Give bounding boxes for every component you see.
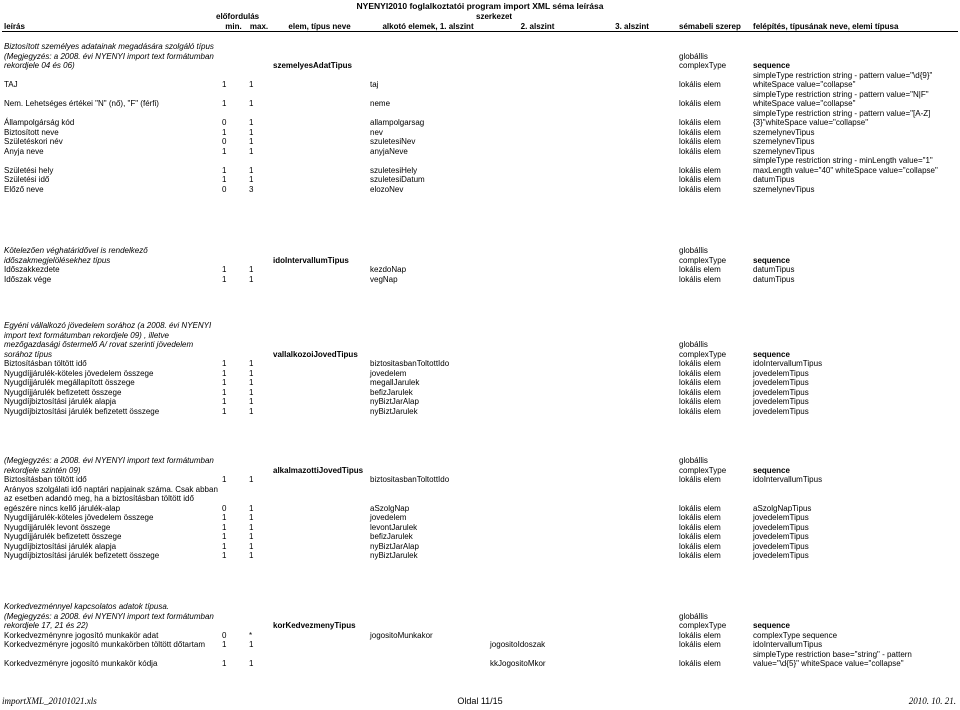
row-structure: szemelynevTipus	[753, 127, 815, 137]
row-element-level2	[488, 551, 587, 561]
row-min: 1	[222, 551, 227, 560]
row-description: Születéskori név	[4, 137, 63, 146]
table-row	[2, 388, 958, 398]
row-structure: datumTipus	[753, 274, 795, 284]
row-element-level1: befizJarulek	[370, 387, 413, 397]
table-row	[2, 128, 958, 138]
row-element-level2	[488, 397, 587, 407]
row-min: 1	[222, 640, 227, 649]
table-row	[2, 71, 958, 90]
type-description: (Megjegyzés: a 2008. évi NYENYI import text formátumban rekordjele szintén 09)	[4, 456, 214, 475]
type-role: globállis complexType	[679, 51, 727, 70]
header-structure: szerkezet	[476, 12, 513, 21]
type-description: Korkedvezménnyel kapcsolatos adatok típusa. (Megjegyzés: a 2008. évi NYENYI import text formátumban rekordjele 17, 21 és 22)	[4, 602, 214, 630]
row-description: Nyugdíjjárulék-köteles jövedelem összege	[4, 513, 154, 522]
row-description: Időszak vége	[4, 274, 52, 284]
row-element-level2	[488, 485, 587, 514]
row-max: 1	[249, 513, 254, 522]
row-description: Nyugdíjbiztosítási járulék befizetett összege	[4, 551, 160, 560]
row-description: Korkedvezményre jogosító munkakör kódja	[4, 659, 158, 668]
row-element-level2	[488, 128, 587, 138]
row-description: Születési idő	[4, 175, 50, 184]
row-element-level2	[488, 523, 587, 533]
row-description: Nyugdíjbiztosítási járulék befizetett összege	[4, 406, 160, 416]
type-name: vallalkozoiJovedTipus	[273, 349, 358, 359]
header-cell: elem, típus neve	[271, 22, 368, 32]
row-role: lokális elem	[679, 127, 721, 137]
row-min: 1	[222, 265, 227, 274]
row-min: 1	[222, 368, 227, 378]
row-role: lokális elem	[679, 659, 721, 668]
type-structure: sequence	[753, 621, 790, 630]
row-role: lokális elem	[679, 175, 721, 184]
row-element-level2	[488, 532, 587, 542]
row-description: Időszakkezdete	[4, 265, 60, 274]
row-description: Korkedvezményre jogosító munkakörben töltött dőtartam	[4, 640, 205, 649]
table-row	[2, 532, 958, 542]
row-element-level1: biztositasbanToltottIdo	[370, 475, 450, 484]
row-max: 1	[249, 274, 254, 284]
row-description: Nyugdíjjárulék befizetett összege	[4, 532, 122, 541]
row-min: 1	[222, 406, 227, 416]
row-element-level2	[488, 137, 587, 147]
row-element-level1: neme	[370, 99, 391, 108]
row-role: lokális elem	[679, 513, 721, 522]
row-min: 1	[222, 541, 227, 551]
type-block	[2, 246, 958, 284]
row-role: lokális elem	[679, 99, 721, 108]
table-row	[2, 109, 958, 128]
table-row	[2, 369, 958, 379]
table-row	[2, 397, 958, 407]
row-min: 1	[222, 397, 227, 406]
row-max: 1	[249, 522, 254, 532]
table-row	[2, 551, 958, 561]
row-structure: szemelynevTipus	[753, 146, 815, 156]
table-row	[2, 90, 958, 109]
table-row	[2, 185, 958, 195]
row-element-level1	[368, 650, 488, 669]
row-description: Nyugdíjjárulék befizetett összege	[4, 387, 122, 397]
row-max: 1	[249, 359, 254, 368]
row-role: lokális elem	[679, 165, 721, 175]
row-min: 0	[222, 137, 227, 146]
table-row	[2, 650, 958, 669]
header-cell: 3. alszint	[587, 22, 677, 32]
row-role: lokális elem	[679, 387, 721, 397]
type-block	[2, 321, 958, 416]
row-structure: jovedelemTipus	[753, 406, 809, 416]
row-element-level2	[488, 156, 587, 175]
row-element-level2	[488, 378, 587, 388]
row-role: lokális elem	[679, 541, 721, 551]
type-structure: sequence	[753, 349, 790, 359]
row-structure: jovedelemTipus	[753, 522, 809, 532]
row-role: lokális elem	[679, 551, 721, 560]
row-structure: complexType sequence	[753, 630, 838, 640]
row-structure: jovedelemTipus	[753, 378, 809, 387]
row-structure: jovedelemTipus	[753, 551, 809, 560]
row-role: lokális elem	[679, 359, 721, 368]
table-row	[2, 485, 958, 514]
row-description: Előző neve	[4, 184, 44, 194]
table-row	[2, 147, 958, 157]
table-row	[2, 631, 958, 641]
footer-date: 2010. 10. 21.	[908, 696, 956, 706]
type-structure: sequence	[753, 61, 790, 70]
row-min: 0	[222, 630, 227, 640]
type-block	[2, 42, 958, 194]
row-element-level1: nyBiztJarulek	[370, 406, 418, 416]
row-description: Nyugdíjjárulék levont összege	[4, 522, 111, 532]
row-description: Arányos szolgálati idő naptári napjainak száma. Csak abban az esetben adandó meg, ha a biztosításban töltött idő egészére nincs kellő járulék-alap	[4, 484, 218, 513]
row-structure: simpleType restriction base="string" - pattern value="\d{5}" whiteSpace value="collapse"	[753, 649, 912, 668]
row-element-level1: nev	[370, 127, 383, 137]
row-min: 1	[222, 175, 227, 184]
row-structure: idoIntervallumTipus	[753, 475, 823, 484]
row-role: lokális elem	[679, 397, 721, 406]
type-structure: sequence	[753, 465, 790, 475]
row-max: 1	[249, 378, 254, 387]
row-min: 1	[222, 165, 227, 175]
row-element-level2	[488, 388, 587, 398]
table-row	[2, 137, 958, 147]
table-row	[2, 359, 958, 369]
row-element-level1: vegNap	[370, 274, 398, 284]
row-min: 1	[222, 99, 227, 108]
row-element-level2	[488, 359, 587, 369]
type-header-row	[2, 456, 958, 475]
row-max: 1	[249, 99, 254, 108]
row-element-level1	[368, 640, 488, 650]
row-element-level1: szuletesiDatum	[370, 175, 425, 184]
row-structure: szemelynevTipus	[753, 137, 815, 146]
row-description: Nyugdíjjárulék megállapított összege	[4, 378, 135, 387]
row-structure: idoIntervallumTipus	[753, 359, 823, 368]
row-structure: aSzolgNapTipus	[753, 503, 812, 513]
type-structure: sequence	[753, 255, 790, 265]
row-element-level2	[488, 631, 587, 641]
row-min: 1	[222, 513, 227, 522]
row-role: lokális elem	[679, 265, 721, 274]
row-element-level2	[488, 513, 587, 523]
header-cell: max.	[247, 22, 271, 32]
type-role: globállis complexType	[679, 246, 727, 265]
type-header-row	[2, 246, 958, 265]
header-cell: felépítés, típusának neve, elemi típusa	[751, 22, 958, 32]
type-description: Egyéni vállalkozó jövedelem sorához (a 2008. évi NYENYI import text formátumban rekordjele 09) , illetve mezőgazdasági őstermelő A/ rovat szerinti jövedelem sorához típus	[4, 321, 212, 359]
row-role: lokális elem	[679, 532, 721, 541]
row-min: 1	[222, 532, 227, 541]
row-element-level2	[488, 275, 587, 285]
table-row	[2, 275, 958, 285]
row-element-level1: nyBiztJarAlap	[370, 541, 419, 551]
row-max: 1	[249, 541, 254, 551]
row-description: Biztosításban töltött idő	[4, 359, 87, 368]
row-element-level1: elozoNev	[370, 184, 404, 194]
table-row	[2, 378, 958, 388]
row-element-level1: levontJarulek	[370, 522, 418, 532]
row-max: 1	[249, 503, 254, 513]
row-max: 1	[249, 265, 254, 274]
type-role: globállis complexType	[679, 456, 727, 475]
row-element-level1: nyBiztJarulek	[370, 551, 418, 560]
row-structure: simpleType restriction string - pattern value="[A-Z]{3}"whiteSpace value="collapse"	[753, 108, 931, 127]
row-max: 1	[249, 551, 254, 560]
row-description: Biztosított neve	[4, 127, 59, 137]
row-max: 1	[249, 406, 254, 416]
row-element-level1: nyBiztJarAlap	[370, 397, 419, 406]
row-structure: szemelynevTipus	[753, 184, 815, 194]
row-role: lokális elem	[679, 640, 721, 649]
type-header-row	[2, 321, 958, 359]
row-max: 1	[249, 165, 254, 175]
header-cell: min.	[220, 22, 247, 32]
row-role: lokális elem	[679, 80, 721, 89]
row-element-level2	[488, 147, 587, 157]
row-min: 1	[222, 475, 227, 484]
header-cell: 2. alszint	[488, 22, 587, 32]
row-structure: jovedelemTipus	[753, 541, 809, 551]
row-role: lokális elem	[679, 630, 721, 640]
row-element-level2	[488, 265, 587, 275]
table-row	[2, 542, 958, 552]
table-row	[2, 175, 958, 185]
row-min: 1	[222, 522, 227, 532]
row-max: 1	[249, 475, 254, 484]
row-description: Anyja neve	[4, 146, 44, 156]
row-element-level1: jovedelem	[370, 368, 407, 378]
row-structure: jovedelemTipus	[753, 368, 809, 378]
row-max: 1	[249, 368, 254, 378]
type-role: globállis complexType	[679, 611, 727, 630]
type-name: alkalmazottiJovedTipus	[273, 465, 364, 475]
row-role: lokális elem	[679, 475, 721, 484]
row-description: Nyugdíjjárulék-köteles jövedelem összege	[4, 368, 154, 378]
row-element-level2	[488, 542, 587, 552]
header-cell: leírás	[2, 22, 220, 32]
type-role: globállis complexType	[679, 340, 727, 359]
row-description: Nyugdíjbiztosítási járulék alapja	[4, 397, 117, 406]
row-role: lokális elem	[679, 118, 721, 127]
row-structure: simpleType restriction string - pattern value="N|F" whiteSpace value="collapse"	[753, 89, 929, 108]
row-min: 1	[222, 378, 227, 387]
row-role: lokális elem	[679, 522, 721, 532]
row-description: Biztosításban töltött idő	[4, 475, 87, 484]
table-row	[2, 407, 958, 417]
row-max: 1	[249, 146, 254, 156]
row-description: TAJ	[4, 80, 18, 89]
row-min: 0	[222, 118, 227, 127]
row-structure: datumTipus	[753, 265, 795, 274]
header-occurrence: előfordulás	[216, 12, 260, 21]
row-max: 1	[249, 387, 254, 397]
type-name: szemelyesAdatTipus	[273, 61, 352, 70]
row-element-level2: kkJogositoMkor	[490, 659, 546, 668]
row-element-level1: taj	[370, 80, 379, 89]
type-name: korKedvezmenyTipus	[273, 621, 356, 630]
row-element-level1: jogositoMunkakor	[370, 630, 433, 640]
row-element-level1: anyjaNeve	[370, 146, 408, 156]
row-min: 1	[222, 359, 227, 368]
row-description: Nem. Lehetséges értékei "N" (nő), "F" (férfi)	[4, 99, 159, 108]
row-max: 1	[249, 175, 254, 184]
row-structure: idoIntervallumTipus	[753, 640, 823, 649]
row-max: 1	[249, 137, 254, 146]
row-max: 1	[249, 118, 254, 127]
row-structure: datumTipus	[753, 175, 795, 184]
row-structure: simpleType restriction string - pattern value="\d{9}" whiteSpace value="collapse"	[753, 70, 933, 89]
row-description: Nyugdíjbiztosítási járulék alapja	[4, 541, 117, 551]
header-cell: alkotó elemek, 1. alszint	[368, 22, 488, 32]
row-description: Állampolgárság kód	[4, 118, 75, 127]
row-element-level1: allampolgarsag	[370, 118, 425, 127]
row-role: lokális elem	[679, 503, 721, 513]
type-description: Kötelezően véghatáridővel is rendelkező időszakmegjelölésekhez típus	[4, 246, 148, 265]
row-element-level2	[488, 369, 587, 379]
row-min: 1	[222, 80, 227, 89]
row-max: 3	[249, 184, 254, 194]
row-max: 1	[249, 640, 254, 649]
table-row	[2, 156, 958, 175]
row-element-level2	[488, 90, 587, 109]
row-element-level1: befizJarulek	[370, 532, 413, 541]
row-element-level1: jovedelem	[370, 513, 407, 522]
row-structure: jovedelemTipus	[753, 513, 809, 522]
type-name: idoIntervallumTipus	[273, 255, 349, 265]
footer-page-number: Oldal 11/15	[457, 696, 503, 706]
table-row	[2, 265, 958, 275]
row-element-level1: szuletesiHely	[370, 165, 418, 175]
row-min: 1	[222, 146, 227, 156]
row-role: lokális elem	[679, 146, 721, 156]
row-min: 1	[222, 274, 227, 284]
type-block	[2, 456, 958, 561]
page-title: NYENYI2010 foglalkoztatói program import XML séma leírása	[356, 1, 604, 11]
row-role: lokális elem	[679, 406, 721, 416]
table-row	[2, 513, 958, 523]
table-row	[2, 523, 958, 533]
row-structure: jovedelemTipus	[753, 397, 809, 406]
row-max: 1	[249, 80, 254, 89]
row-min: 1	[222, 127, 227, 137]
type-header-row	[2, 602, 958, 631]
row-element-level2	[488, 407, 587, 417]
row-element-level1: biztositasbanToltottIdo	[370, 359, 450, 368]
row-min: 0	[222, 503, 227, 513]
row-element-level2	[488, 185, 587, 195]
row-description: Születési hely	[4, 165, 54, 175]
type-header-row	[2, 42, 958, 71]
table-row	[2, 640, 958, 650]
row-role: lokális elem	[679, 137, 721, 146]
row-max: *	[249, 630, 253, 640]
row-element-level2	[488, 475, 587, 485]
column-header	[2, 12, 958, 32]
row-element-level2: jogositoIdoszak	[490, 640, 546, 649]
row-min: 1	[222, 659, 227, 668]
row-structure: simpleType restriction string - minLength value="1" maxLength value="40" whiteSpace value="collapse"	[753, 156, 938, 175]
row-structure: jovedelemTipus	[753, 532, 809, 541]
row-max: 1	[249, 127, 254, 137]
row-element-level1: aSzolgNap	[370, 503, 410, 513]
type-description: Biztosított személyes adatainak megadására szolgáló típus (Megjegyzés: a 2008. évi NYENYI import text formátumban rekordjele 04 és 06)	[4, 42, 214, 70]
row-max: 1	[249, 659, 254, 668]
row-max: 1	[249, 532, 254, 541]
row-role: lokális elem	[679, 184, 721, 194]
row-element-level1: kezdoNap	[370, 265, 407, 274]
row-max: 1	[249, 397, 254, 406]
row-element-level2	[488, 71, 587, 90]
row-element-level2	[488, 175, 587, 185]
row-structure: jovedelemTipus	[753, 387, 809, 397]
page-footer	[0, 696, 960, 708]
row-element-level1: megallJarulek	[370, 378, 420, 387]
row-min: 0	[222, 184, 227, 194]
footer-filename: importXML_20101021.xls	[2, 696, 97, 706]
type-block	[2, 602, 958, 669]
row-description: Korkedvezménynre jogosító munkakör adat	[4, 630, 159, 640]
row-min: 1	[222, 387, 227, 397]
row-role: lokális elem	[679, 274, 721, 284]
header-cell: sémabeli szerep	[677, 22, 751, 32]
row-role: lokális elem	[679, 368, 721, 378]
row-element-level2	[488, 109, 587, 128]
table-row	[2, 475, 958, 485]
row-element-level1: szuletesiNev	[370, 137, 416, 146]
row-role: lokális elem	[679, 378, 721, 387]
